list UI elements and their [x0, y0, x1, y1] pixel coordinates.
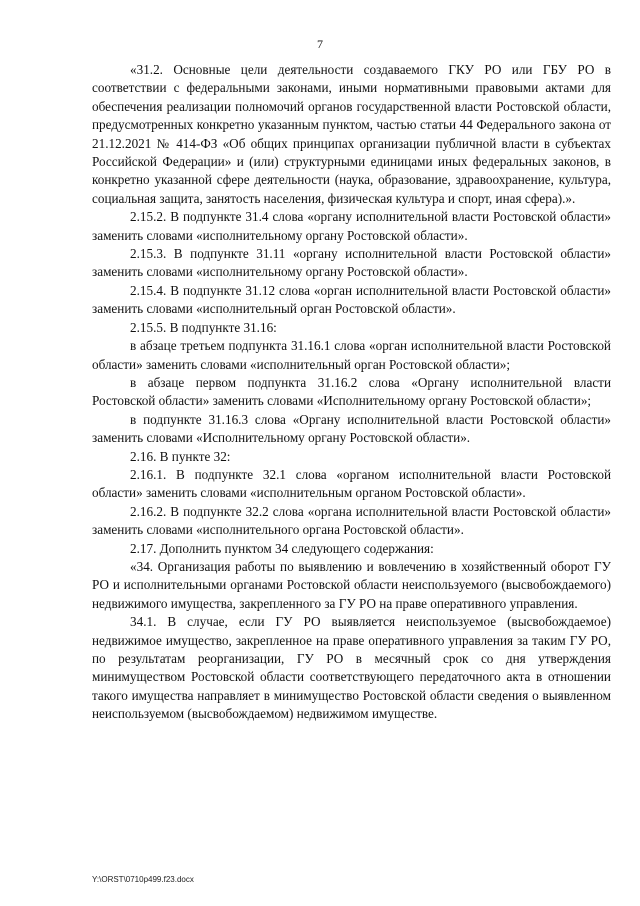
paragraph-2-15-5: 2.15.5. В подпункте 31.16: [130, 319, 277, 335]
document-body [92, 61, 611, 724]
paragraph-31-16-1: в абзаце третьем подпункта 31.16.1 слова «орган исполнительной власти Ростовской области» заменить словами «исполнительный орган Ростовской области»; [92, 338, 611, 372]
paragraph-31-16-2: в абзаце первом подпункта 31.16.2 слова «Органу исполнительной власти Ростовской области» заменить словами «Исполнительному органу Ростовской области»; [92, 374, 611, 409]
paragraph-2-16: 2.16. В пункте 32: [130, 448, 231, 464]
paragraph-31-2: «31.2. Основные цели деятельности создаваемого ГКУ РО или ГБУ РО в соответствии с федеральными законами, иными нормативными правовыми актами для обеспечения реализации полномочий органов государственной власти Ростовской области, предусмотренных конкретно указанным пунктом, частью статьи 44 Федерального закона от 21.12.2021 № 414-ФЗ «Об общих принципах организации публичной власти в субъектах Российской Федерации» и (или) структурными единицами иных федеральных законов, в конкретно указанной сфере деятельности (наука, образование, здравоохранение, культура, социальная защита, занятость населения, физическая культура и спорт, иная сфера).». [92, 62, 611, 206]
page-number: 7 [317, 37, 323, 51]
paragraph-2-15-4: 2.15.4. В подпункте 31.12 слова «орган исполнительной власти Ростовской области» заменить словами «исполнительный орган Ростовской области». [92, 282, 611, 317]
footer-file-path: Y:\ORST\0710p499.f23.docx [92, 875, 194, 884]
paragraph-2-15-2: 2.15.2. В подпункте 31.4 слова «органу исполнительной власти Ростовской области» заменить словами «исполнительному органу Ростовской области». [92, 209, 611, 243]
paragraph-2-16-1: 2.16.1. В подпункте 32.1 слова «органом исполнительной власти Ростовской области» заменить словами «исполнительным органом Ростовской области». [92, 466, 611, 501]
paragraph-2-17: 2.17. Дополнить пунктом 34 следующего содержания: [130, 540, 434, 556]
paragraph-31-16-3: в подпункте 31.16.3 слова «Органу исполнительной власти Ростовской области» заменить словами «Исполнительному органу Ростовской области». [92, 411, 611, 446]
paragraph-2-16-2: 2.16.2. В подпункте 32.2 слова «органа исполнительной власти Ростовской области» заменить словами «исполнительного органа Ростовской области». [92, 503, 611, 538]
paragraph-2-15-3: 2.15.3. В подпункте 31.11 «органу исполнительной власти Ростовской области» заменить словами «исполнительному органу Ростовской области». [92, 246, 611, 280]
paragraph-34-1: 34.1. В случае, если ГУ РО выявляется неиспользуемое (высвобождаемое) недвижимое имущество, закрепленное на праве оперативного управления за таким ГУ РО, по результатам реорганизации, ГУ РО в месячный срок со дня утверждения минимуществом Ростовской области соответствующего передаточного акта в отношении такого имущества направляет в минимущество Ростовской области сведения о выявленном неиспользуемом (высвобождаемом) недвижимом имуществе. [92, 614, 611, 722]
paragraph-34: «34. Организация работы по выявлению и вовлечению в хозяйственный оборот ГУ РО и исполнительными органами Ростовской области неиспользуемого (высвобождаемого) недвижимого имущества, закрепленного за ГУ РО на праве оперативного управления. [92, 558, 611, 611]
